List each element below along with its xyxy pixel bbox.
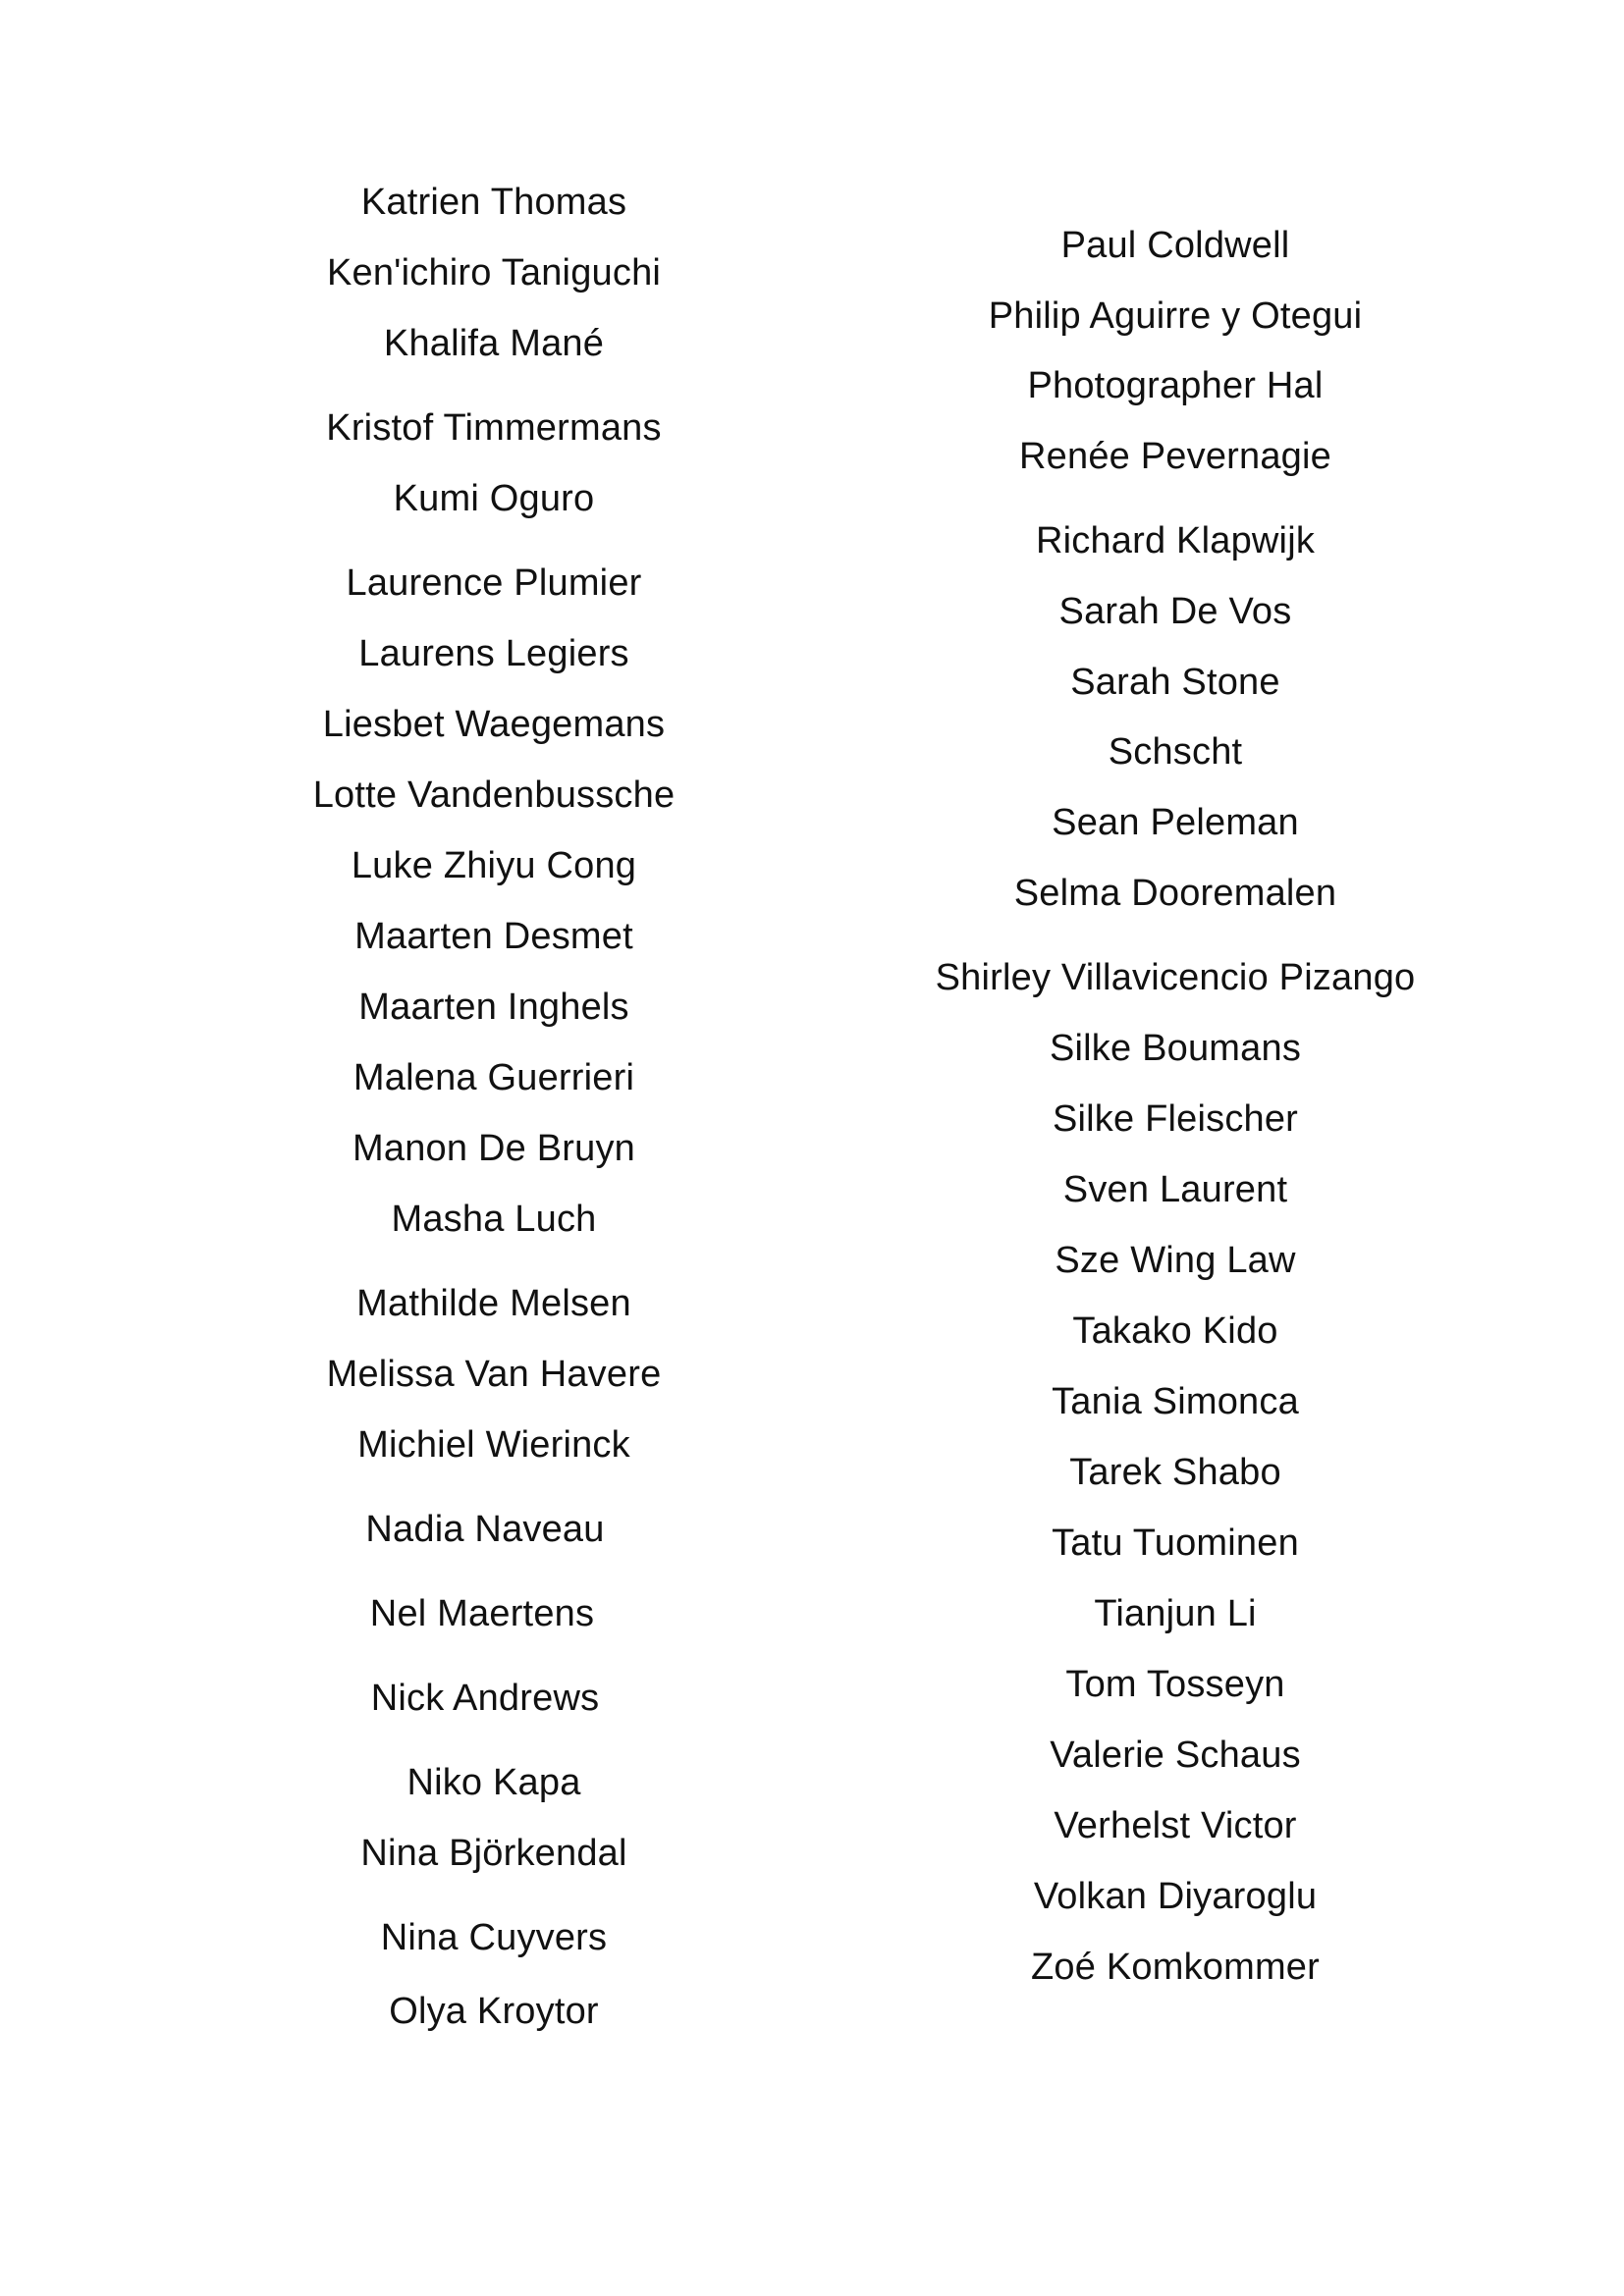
left-name-item: Michiel Wierinck bbox=[357, 1424, 630, 1466]
right-name-item: Sarah De Vos bbox=[1058, 591, 1292, 632]
left-name-item: Kumi Oguro bbox=[393, 478, 595, 519]
left-name-item: Khalifa Mané bbox=[383, 323, 605, 364]
right-name-item: Philip Aguirre y Otegui bbox=[988, 295, 1363, 337]
left-name-item: Luke Zhiyu Cong bbox=[351, 845, 637, 886]
left-name-item: Lotte Vandenbussche bbox=[312, 774, 676, 816]
right-name-item: Tom Tosseyn bbox=[1065, 1664, 1285, 1705]
right-name-item: Paul Coldwell bbox=[1060, 225, 1290, 266]
left-name-item: Nina Cuyvers bbox=[380, 1917, 608, 1958]
left-name-item: Olya Kroytor bbox=[389, 1991, 599, 2032]
left-name-item: Melissa Van Havere bbox=[326, 1354, 662, 1395]
right-name-item: Tarek Shabo bbox=[1069, 1452, 1281, 1493]
left-name-item: Masha Luch bbox=[391, 1199, 597, 1240]
right-name-item: Zoé Komkommer bbox=[1030, 1947, 1321, 1988]
right-name-item: Silke Fleischer bbox=[1052, 1098, 1299, 1140]
right-name-item: Sarah Stone bbox=[1070, 662, 1280, 703]
left-name-item: Niko Kapa bbox=[406, 1762, 581, 1803]
right-name-item: Valerie Schaus bbox=[1050, 1735, 1301, 1776]
right-name-item: Schscht bbox=[1108, 731, 1243, 773]
right-name-item: Tania Simonca bbox=[1052, 1381, 1299, 1422]
left-name-item: Mathilde Melsen bbox=[356, 1283, 631, 1324]
right-name-item: Sven Laurent bbox=[1062, 1169, 1288, 1210]
right-name-item: Shirley Villavicencio Pizango bbox=[935, 957, 1416, 998]
left-name-item: Laurence Plumier bbox=[346, 562, 642, 604]
left-name-item: Nel Maertens bbox=[369, 1593, 595, 1634]
right-name-item: Richard Klapwijk bbox=[1035, 520, 1316, 561]
right-name-item: Volkan Diyaroglu bbox=[1033, 1876, 1318, 1917]
left-name-item: Nina Björkendal bbox=[360, 1833, 627, 1874]
left-name-item: Kristof Timmermans bbox=[326, 407, 662, 449]
right-name-item: Sze Wing Law bbox=[1055, 1240, 1296, 1281]
left-name-item: Ken'ichiro Taniguchi bbox=[326, 252, 662, 294]
right-name-item: Renée Pevernagie bbox=[1019, 436, 1331, 477]
left-name-item: Liesbet Waegemans bbox=[322, 704, 666, 745]
left-name-item: Katrien Thomas bbox=[360, 182, 627, 223]
left-name-item: Malena Guerrieri bbox=[352, 1057, 635, 1098]
right-name-item: Selma Dooremalen bbox=[1013, 873, 1337, 914]
left-name-item: Nick Andrews bbox=[370, 1678, 600, 1719]
left-name-item: Maarten Desmet bbox=[354, 916, 633, 957]
right-name-item: Takako Kido bbox=[1072, 1310, 1278, 1352]
left-name-item: Laurens Legiers bbox=[358, 633, 629, 674]
right-name-item: Tianjun Li bbox=[1094, 1593, 1257, 1634]
left-name-item: Nadia Naveau bbox=[365, 1509, 605, 1550]
right-name-item: Photographer Hal bbox=[1027, 365, 1324, 406]
right-name-item: Verhelst Victor bbox=[1054, 1805, 1297, 1846]
right-name-item: Sean Peleman bbox=[1052, 802, 1299, 843]
right-name-item: Silke Boumans bbox=[1049, 1028, 1302, 1069]
right-name-item: Tatu Tuominen bbox=[1052, 1522, 1299, 1564]
left-name-item: Maarten Inghels bbox=[358, 987, 629, 1028]
left-name-item: Manon De Bruyn bbox=[352, 1128, 635, 1169]
